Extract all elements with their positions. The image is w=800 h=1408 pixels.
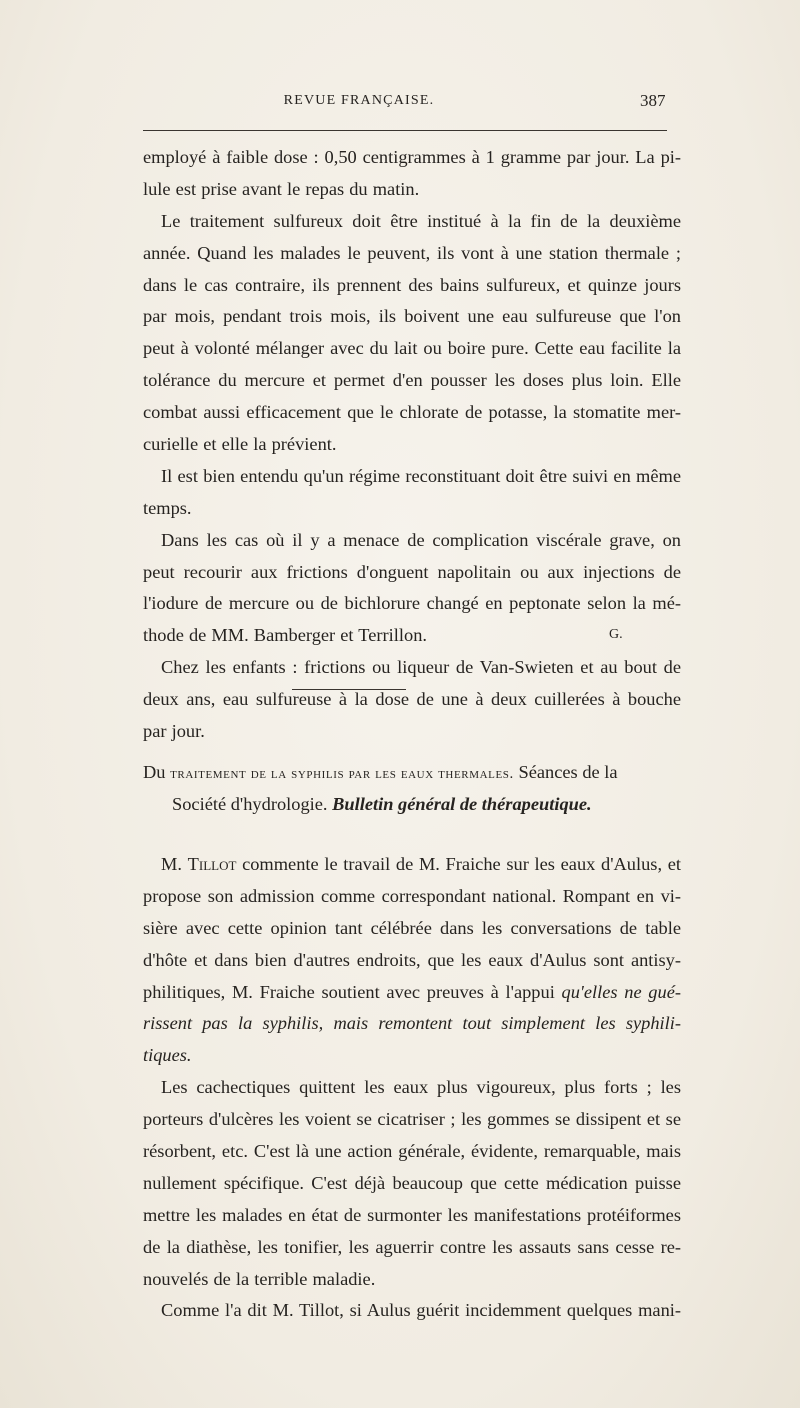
heading-small-caps: traitement de la syphilis par les eaux thermales. <box>170 766 514 782</box>
text-line: Chez les enfants : frictions ou liqueur de Van-Swieten et au bout de <box>161 657 681 678</box>
text-line: tolérance du mercure et permet d'en pousser les doses plus loin. Elle <box>143 370 681 391</box>
text-line: l'iodure de mercure ou de bichlorure changé en peptonate selon la mé- <box>143 593 681 614</box>
header-rule <box>143 130 667 131</box>
text-line: sière avec cette opinion tant célébrée dans les conversations de table <box>143 917 681 938</box>
text-line: résorbent, etc. C'est là une action générale, évidente, remarquable, mais <box>143 1141 681 1162</box>
text-line: Dans les cas où il y a menace de complication viscérale grave, on <box>161 529 681 550</box>
running-title: REVUE FRANÇAISE. <box>283 93 435 108</box>
text-line: employé à faible dose : 0,50 centigrammes à 1 gramme par jour. La pi- <box>143 147 681 167</box>
text-line: peut recourir aux frictions d'onguent napolitain ou aux injections de <box>143 561 681 582</box>
text-line: de la diathèse, les tonifier, les aguerrir contre les assauts sans cesse re- <box>143 1236 681 1257</box>
text-line: Le traitement sulfureux doit être institué à la fin de la deuxième <box>161 210 681 231</box>
text-line: nouvelés de la terrible maladie. <box>143 1268 376 1289</box>
author-signature: G. <box>609 627 623 642</box>
section-heading <box>143 757 681 819</box>
heading-first-word: Du <box>143 762 166 782</box>
text-fragment: commente le travail de M. Fraiche sur les eaux d'Aulus, et <box>242 854 681 874</box>
text-line <box>143 1040 681 1072</box>
section-body <box>143 849 681 1327</box>
text-line: propose son admission comme correspondant national. Rompant en vi- <box>143 885 681 906</box>
text-line: mettre les malades en état de surmonter les manifestations protéiformes <box>143 1204 681 1225</box>
continued-article <box>143 142 681 748</box>
text-line: porteurs d'ulcères les voient se cicatriser ; les gommes se dissipent et se <box>143 1109 681 1130</box>
heading-rest: Séances de la <box>518 762 618 782</box>
text-line: lule est prise avant le repas du matin. <box>143 178 420 199</box>
speaker-name: Tillot <box>187 854 237 874</box>
text-line <box>143 977 681 1009</box>
text-line: année. Quand les malades le peuvent, ils vont à une station thermale ; <box>143 242 681 263</box>
text-line: combat aussi efficacement que le chlorate de potasse, la stomatite mer- <box>143 402 681 423</box>
text-line: d'hôte et dans bien d'autres endroits, que les eaux d'Aulus sont antisy- <box>143 949 681 970</box>
heading-source: Bulletin général de thérapeutique. <box>332 794 592 814</box>
text-line: dans le cas contraire, ils prennent des bains sulfureux, et quinze jours <box>143 274 681 295</box>
text-line: peut à volonté mélanger avec du lait ou boire pure. Cette eau facilite la <box>143 338 681 359</box>
text-line: par jour. <box>143 721 205 742</box>
running-head <box>0 93 800 117</box>
italic-fragment: rissent pas la syphilis, mais remontent tout simplement les syphili- <box>143 1013 681 1034</box>
page-number: 387 <box>640 91 666 110</box>
section-heading-line2 <box>143 789 681 819</box>
text-line: par mois, pendant trois mois, ils boivent une eau sulfureuse que l'on <box>143 306 681 327</box>
text-line: Comme l'a dit M. Tillot, si Aulus guérit incidemment quelques mani- <box>161 1300 681 1321</box>
text-line <box>143 849 681 881</box>
speaker-prefix: M. <box>161 854 182 874</box>
italic-fragment: tiques. <box>143 1045 192 1066</box>
text-line: deux ans, eau sulfureuse à la dose de une à deux cuillerées à bouche <box>143 689 681 710</box>
text-line <box>143 1008 681 1040</box>
section-heading-line1 <box>143 757 681 789</box>
text-line: nullement spécifique. C'est déjà beaucoup que cette médication puisse <box>143 1172 681 1193</box>
text-line: Les cachectiques quittent les eaux plus vigoureux, plus forts ; les <box>161 1077 681 1098</box>
italic-fragment: qu'elles ne gué- <box>561 981 681 1002</box>
text-line: temps. <box>143 497 192 518</box>
section-separator <box>292 689 406 690</box>
text-line: Il est bien entendu qu'un régime reconstituant doit être suivi en même <box>161 465 681 486</box>
heading-society: Société d'hydrologie. <box>172 794 328 814</box>
text-line: thode de MM. Bamberger et Terrillon. <box>143 625 427 646</box>
text-fragment: philitiques, M. Fraiche soutient avec preuves à l'appui <box>143 981 555 1002</box>
text-line: curielle et elle la prévient. <box>143 434 337 455</box>
